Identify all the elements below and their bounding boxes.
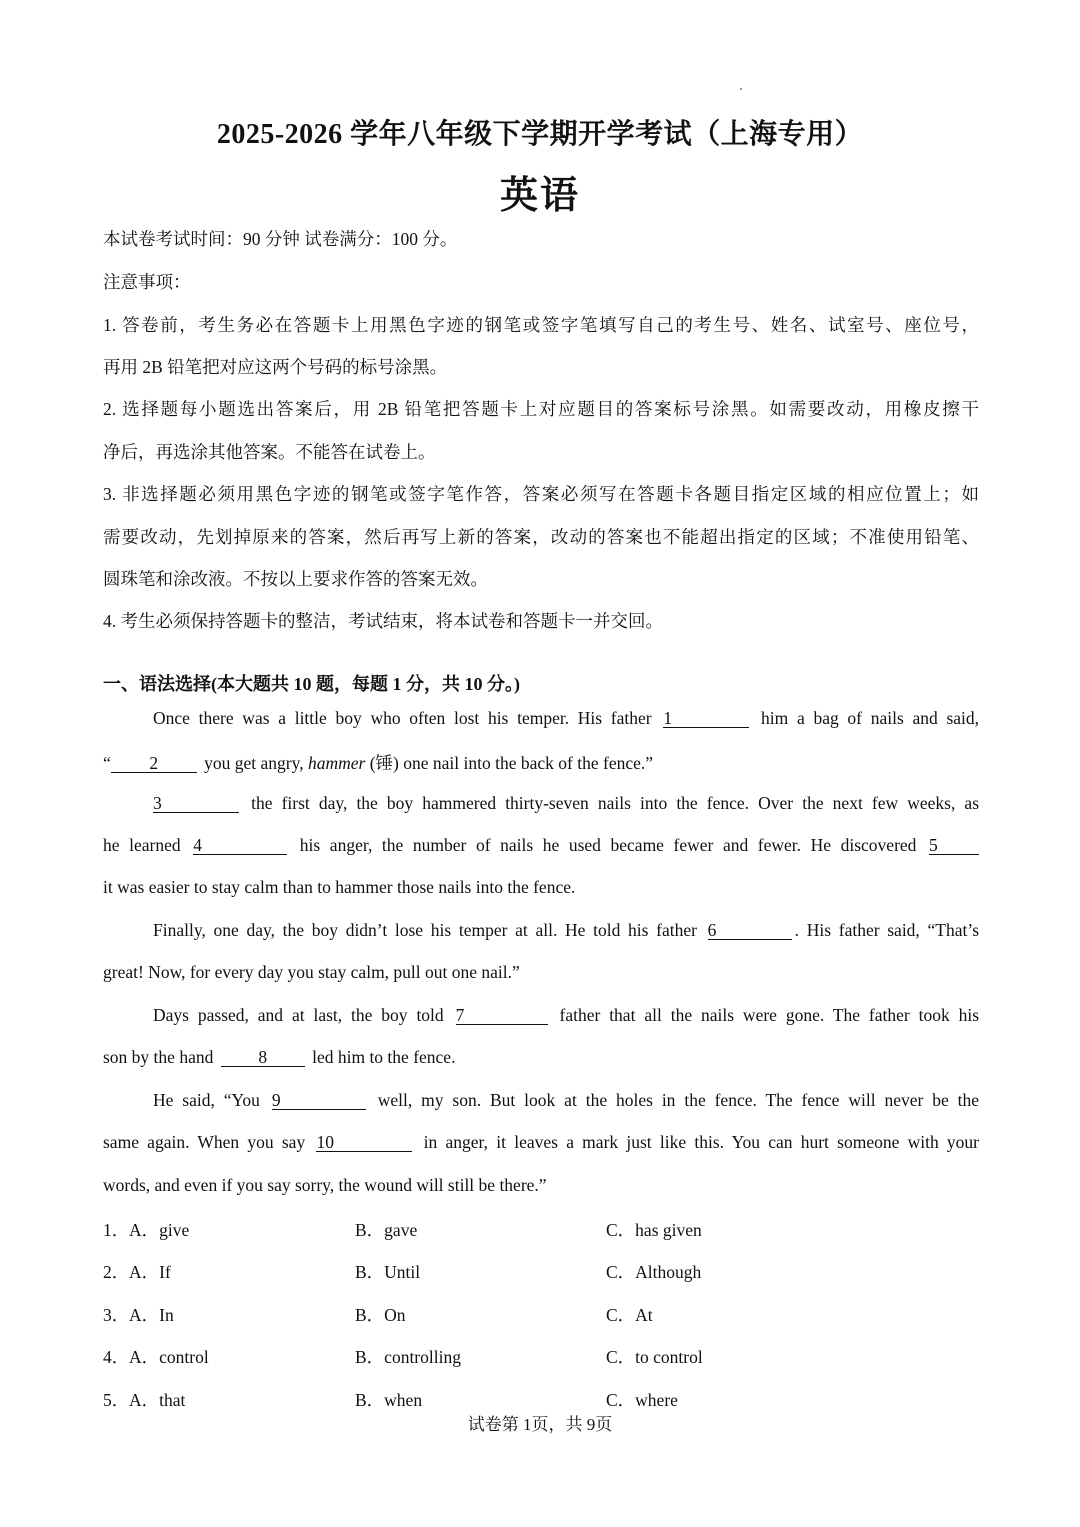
option-a: A．give (129, 1220, 190, 1240)
blank-5: 5 (929, 836, 979, 855)
note-2-line-2: 净后，再选涂其他答案。不能答在试卷上。 (103, 442, 436, 462)
passage-line: words, and even if you say sorry, the wound will still be there.” (103, 1175, 547, 1195)
option-a: A．In (129, 1305, 174, 1325)
option-b: B．gave (355, 1220, 418, 1240)
passage-text: . His father said, “That’s (794, 920, 980, 940)
passage-italic-word: hammer (308, 753, 366, 773)
passage-text: in anger, it leaves a mark just like this. You can hurt someone with your (423, 1132, 980, 1152)
passage-line: it was easier to stay calm than to hammer those nails into the fence. (103, 877, 576, 897)
passage-text: Days passed, and at last, the boy told (153, 1005, 444, 1025)
option-c: C．has given (606, 1220, 702, 1240)
option-b: B．controlling (355, 1347, 461, 1367)
notes-heading: 注意事项： (103, 272, 191, 292)
question-number: 4． (103, 1347, 130, 1367)
passage-text: same again. When you say (103, 1132, 306, 1152)
blank-1: 1 (663, 709, 749, 728)
question-number: 3． (103, 1305, 130, 1325)
note-3-line-2: 需要改动，先划掉原来的答案，然后再写上新的答案，改动的答案也不能超出指定的区域；不准使用铅笔、 (103, 527, 979, 547)
passage-line (103, 750, 979, 775)
blank-10: 10 (316, 1133, 412, 1152)
blank-7: 7 (456, 1006, 548, 1025)
blank-6: 6 (708, 921, 792, 940)
option-b: B．when (355, 1390, 423, 1410)
passage-text: father that all the nails were gone. The father took his (559, 1005, 980, 1025)
passage-line (103, 1047, 979, 1068)
blank-3: 3 (153, 794, 239, 813)
question-number: 5． (103, 1390, 130, 1410)
option-c: C．where (606, 1390, 678, 1410)
passage-text: son by the hand (103, 1047, 214, 1067)
note-2-line-1: 2. 选择题每小题选出答案后，用 2B 铅笔把答题卡上对应题目的答案标号涂黑。如需要改动，用橡皮擦干 (103, 399, 979, 419)
option-b: B．Until (355, 1262, 421, 1282)
passage-line (153, 920, 979, 941)
section-title: 一、语法选择(本大题共 10 题，每题 1 分，共 10 分。) (103, 674, 520, 694)
passage-text: well, my son. But look at the holes in the fence. The fence will never be the (377, 1090, 980, 1110)
passage-line (153, 793, 979, 814)
passage-line (103, 835, 979, 856)
option-a: A．that (129, 1390, 186, 1410)
note-3-line-3: 圆珠笔和涂改液。不按以上要求作答的答案无效。 (103, 569, 488, 589)
scan-speck (740, 88, 742, 90)
note-1-line-2: 再用 2B 铅笔把对应这两个号码的标号涂黑。 (103, 357, 448, 377)
note-4-line-1: 4. 考生必须保持答题卡的整洁，考试结束，将本试卷和答题卡一并交回。 (103, 611, 663, 631)
passage-text: the first day, the boy hammered thirty-seven nails into the fence. Over the next few weeks, as (251, 793, 979, 813)
passage-line (153, 708, 979, 729)
option-a: A．If (129, 1262, 171, 1282)
passage-text: you get angry, (204, 753, 304, 773)
passage-line (103, 1132, 979, 1153)
blank-4: 4 (193, 836, 287, 855)
note-1-line-1: 1. 答卷前，考生务必在答题卡上用黑色字迹的钢笔或签字笔填写自己的考生号、姓名、试室号、座位号， (103, 315, 979, 335)
passage-text: him a bag of nails and said, (761, 708, 980, 728)
passage-text: (锤) one nail into the back of the fence.” (369, 753, 654, 773)
passage-text: he learned (103, 835, 181, 855)
question-number: 1． (103, 1220, 130, 1240)
subject-title: 英语 (499, 173, 580, 217)
passage-line (153, 1005, 979, 1026)
exam-info: 本试卷考试时间：90 分钟 试卷满分：100 分。 (103, 229, 458, 249)
passage-text: his anger, the number of nails he used became fewer and fewer. He discovered (299, 835, 917, 855)
blank-8: 8 (221, 1048, 305, 1067)
passage-text: He said, “You (153, 1090, 260, 1110)
option-c: C．At (606, 1305, 653, 1325)
passage-line (153, 1090, 979, 1111)
page-footer: 试卷第 1页，共 9页 (467, 1415, 613, 1434)
note-3-line-1: 3. 非选择题必须用黑色字迹的钢笔或签字笔作答，答案必须写在答题卡各题目指定区域的相应位置上；如 (103, 484, 979, 504)
blank-2: 2 (111, 754, 197, 773)
option-c: C．Although (606, 1262, 702, 1282)
passage-text: Finally, one day, the boy didn’t lose his temper at all. He told his father (153, 920, 697, 940)
option-c: C．to control (606, 1347, 703, 1367)
passage-text: led him to the fence. (312, 1047, 456, 1067)
exam-title: 2025-2026 学年八年级下学期开学考试（上海专用） (216, 119, 864, 150)
blank-9: 9 (272, 1091, 366, 1110)
passage-text: Once there was a little boy who often lost his temper. His father (153, 708, 652, 728)
passage-text: “ (103, 753, 111, 773)
question-number: 2． (103, 1262, 130, 1282)
option-b: B．On (355, 1305, 406, 1325)
option-a: A．control (129, 1347, 209, 1367)
passage-line: great! Now, for every day you stay calm, pull out one nail.” (103, 962, 520, 982)
